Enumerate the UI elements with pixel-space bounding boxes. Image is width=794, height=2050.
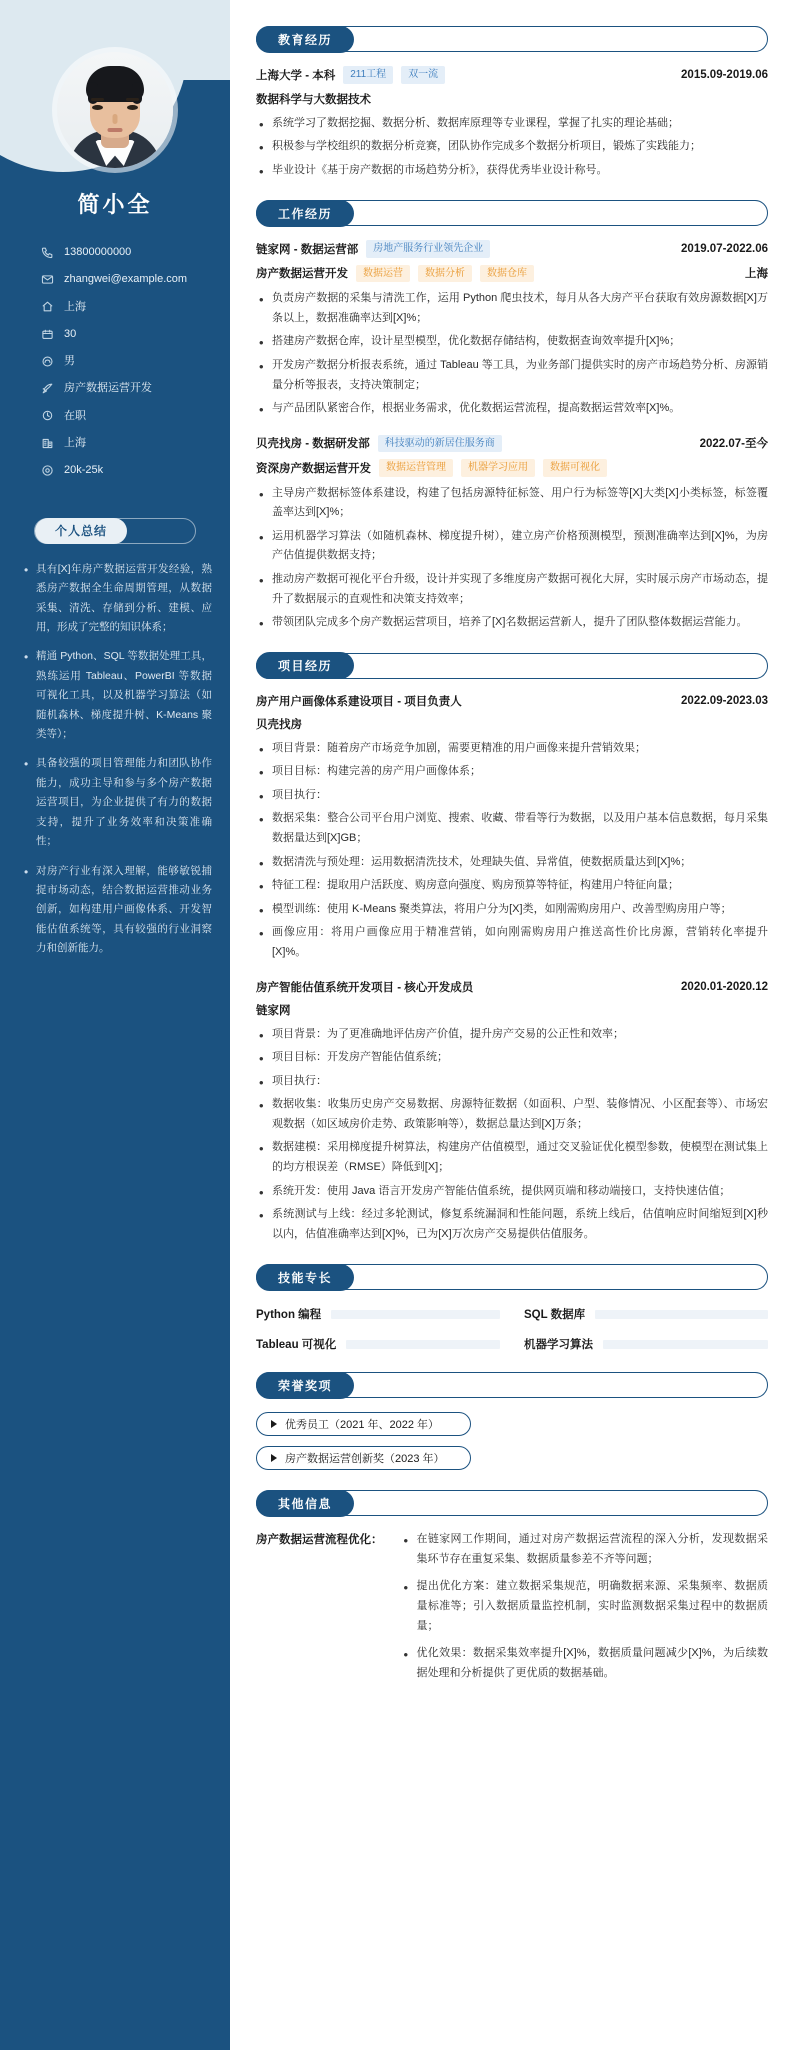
entry-title-group [256,435,502,453]
honor-item[interactable] [256,1446,471,1470]
entry-role-row [256,459,768,477]
contact-list [0,245,230,478]
contact-value: 男 [64,355,75,368]
contact-item[interactable] [40,272,230,286]
skill-level-bar [595,1310,768,1319]
other-entries [256,1530,768,1691]
entry-bullet-list [256,484,768,633]
entry-bullet: • 与产品团队紧密合作，根据业务需求，优化数据运营流程，提高数据运营效率[X]%。 [256,399,768,419]
contact-item[interactable] [40,327,230,341]
honor-label: 房产数据运营创新奖（2023 年） [285,1453,445,1466]
entry-bullet: • 推动房产数据可视化平台升级，设计并实现了多维度房产数据可视化大屏，实时展示房产市场动态，提升了数据展示的直观性和决策支持效率； [256,570,768,609]
section-education [256,26,768,180]
entry-bullet: • 系统学习了数据挖掘、数据分析、数据库原理等专业课程，掌握了扎实的理论基础； [256,114,768,134]
other-bullet-list [401,1530,769,1683]
entry-bullet: • 负责房产数据的采集与清洗工作，运用 Python 爬虫技术，每月从各大房产平台获取有效房源数据[X]万条以上，数据准确率达到[X]%； [256,289,768,328]
salary-icon [40,464,54,478]
entry-skill-tag: 数据分析 [418,265,472,283]
summary-item: • 具备较强的项目管理能力和团队协作能力，成功主导和参与多个房产数据运营项目，为企业提供了有力的数据支持，提升了业务效率和决策准确性； [22,754,212,851]
triangle-right-icon [271,1454,277,1462]
summary-list [22,560,212,959]
summary-header [34,518,196,544]
entry-title-group [256,693,462,709]
sidebar [0,0,230,2050]
contact-item[interactable] [40,463,230,477]
entry-skill-tag: 数据仓库 [480,265,534,283]
skill-name: SQL 数据库 [524,1309,586,1322]
entry-tag: 双一流 [401,66,445,84]
entry-bullet: • 项目目标：构建完善的房产用户画像体系； [256,762,768,782]
skill-name: Tableau 可视化 [256,1339,337,1352]
entry-bullet: • 项目背景：为了更准确地评估房产价值，提升房产交易的公正性和效率； [256,1025,768,1045]
section-title-projects: 项目经历 [256,652,354,679]
contact-value: 13800000000 [64,246,132,258]
education-entries [256,66,768,180]
contact-item[interactable] [40,409,230,423]
contact-value: 上海 [64,437,86,450]
entry-bullet: • 项目执行： [256,1072,768,1092]
section-title-work: 工作经历 [256,200,354,227]
entry-role: 房产数据运营开发 [256,268,348,281]
section-header-work [256,200,768,226]
entry-bullet-list [256,1025,768,1245]
entry-title-row [256,693,768,709]
entry-bullet-list [256,289,768,418]
entry-title-group [256,979,473,995]
building-icon [40,436,54,450]
entry [256,693,768,963]
entry-title-group [256,66,445,84]
main-content [230,0,794,2050]
honor-label: 优秀员工（2021 年、2022 年） [285,1419,440,1432]
entry-bullet: • 带领团队完成多个房产数据运营项目，培养了[X]名数据运营新人，提升了团队整体数据运营能力。 [256,613,768,633]
work-entries [256,240,768,633]
entry-bullet: • 项目目标：开发房产智能估值系统； [256,1048,768,1068]
avatar-wrapper [0,0,230,168]
entry-location: 上海 [745,268,768,281]
entry-title-row [256,979,768,995]
entry-bullet: • 数据采集：整合公司平台用户浏览、搜索、收藏、带看等行为数据，以及用户基本信息数据，每月采集数据量达到[X]GB； [256,809,768,848]
entry-title: 上海大学 - 本科 [256,69,336,82]
entry-bullet: • 运用机器学习算法（如随机森林、梯度提升树），建立房产价格预测模型，预测准确率达到[X]%，为房产估值提供数据支持； [256,527,768,566]
summary-item: • 对房产行业有深入理解，能够敏锐捕捉市场动态，结合数据运营推动业务创新，如构建用户画像体系、开发智能估值系统等，具有较强的行业洞察力和创新能力。 [22,862,212,959]
section-work [256,200,768,633]
skill-level-bar [331,1310,500,1319]
section-header-education [256,26,768,52]
entry-title-row [256,435,768,453]
entry-bullet-list [256,739,768,963]
entry-bullet: • 主导房产数据标签体系建设，构建了包括房源特征标签、用户行为标签等[X]大类[X]小类标签，标签覆盖率达到[X]%； [256,484,768,523]
entry-role: 资深房产数据运营开发 [256,462,371,475]
contact-value: zhangwei@example.com [64,273,188,286]
entry [256,979,768,1245]
entry-title: 房产用户画像体系建设项目 - 项目负责人 [256,695,462,708]
entry-bullet-list [256,114,768,181]
section-skills [256,1264,768,1352]
entry-bullet: • 数据建模：采用梯度提升树算法，构建房产估值模型，通过交叉验证优化模型参数，使模型在测试集上的均方根误差（RMSE）降低到[X]； [256,1138,768,1177]
entry [256,240,768,418]
skill-name: 机器学习算法 [524,1339,593,1352]
entry-bullet: • 搭建房产数据仓库，设计星型模型，优化数据存储结构，使数据查询效率提升[X]%； [256,332,768,352]
entry-date: 2022.09-2023.03 [681,694,768,707]
entry-title-group [256,240,490,258]
entry-subtitle: 贝壳找房 [256,718,302,731]
summary-title: 个人总结 [35,518,127,544]
section-title-skills: 技能专长 [256,1264,354,1291]
contact-value: 20k-25k [64,464,104,477]
entry-skill-tag: 数据运营管理 [379,459,453,477]
entry-bullet: • 项目背景：随着房产市场竞争加剧，需要更精准的用户画像来提升营销效果； [256,739,768,759]
skill-level-bar [603,1340,768,1349]
entry-bullet: • 项目执行： [256,786,768,806]
entry-title: 链家网 - 数据运营部 [256,243,359,256]
entry-role-group [256,459,607,477]
contact-value: 30 [64,327,77,340]
section-title-other: 其他信息 [256,1490,354,1517]
home-icon [40,300,54,314]
other-entry [256,1530,768,1691]
contact-item[interactable] [40,245,230,259]
entry-date: 2019.07-2022.06 [681,242,768,255]
entry-title-row [256,240,768,258]
triangle-right-icon [271,1420,277,1428]
entry-bullet: • 特征工程：提取用户活跃度、购房意向强度、购房预算等特征，构建用户特征向量； [256,876,768,896]
skill-item [524,1336,768,1352]
entry-bullet: • 画像应用：将用户画像应用于精准营销，如向刚需购房用户推送高性价比房源，营销转化率提升[X]%。 [256,923,768,962]
contact-value: 房产数据运营开发 [64,382,152,395]
skill-name: Python 编程 [256,1309,322,1322]
entry-title-row [256,66,768,84]
entry-date: 2022.07-至今 [699,438,768,451]
entry-role-group [256,265,534,283]
entry-bullet: • 开发房产数据分析报表系统，通过 Tableau 等工具，为业务部门提供实时的房产市场趋势分析、房源销量分析等报表，支持决策制定； [256,356,768,395]
contact-value: 在职 [64,409,86,422]
entry-skill-tag: 数据运营 [356,265,410,283]
entry-bullet: • 数据清洗与预处理：运用数据清洗技术，处理缺失值、异常值，使数据质量达到[X]%； [256,853,768,873]
other-entry-label: 房产数据运营流程优化： [256,1534,383,1547]
contact-item[interactable] [40,354,230,368]
entry-subtitle: 链家网 [256,1004,291,1017]
contact-value: 上海 [64,300,86,313]
entry-tag: 科技驱动的新居住服务商 [378,435,502,453]
other-bullet: • 优化效果：数据采集效率提升[X]%，数据质量问题减少[X]%，为后续数据处理和分析提供了更优质的数据基础。 [401,1644,769,1683]
skill-item [256,1336,500,1352]
skill-item [256,1306,500,1322]
candidate-name: 简小全 [77,192,153,217]
contact-item[interactable] [40,436,230,450]
section-honors [256,1372,768,1470]
status-icon [40,409,54,423]
section-title-honors: 荣誉奖项 [256,1372,354,1399]
section-header-skills [256,1264,768,1290]
contact-item[interactable] [40,381,230,395]
entry-tag: 211工程 [343,66,393,84]
entry-title: 贝壳找房 - 数据研发部 [256,438,370,451]
entry-role-row [256,265,768,283]
entry-bullet: • 毕业设计《基于房产数据的市场趋势分析》，获得优秀毕业设计称号。 [256,161,768,181]
entry-tag: 房地产服务行业领先企业 [366,240,490,258]
other-bullet: • 在链家网工作期间，通过对房产数据运营流程的深入分析，发现数据采集环节存在重复采集、数据质量参差不齐等问题； [401,1530,769,1569]
gender-icon [40,354,54,368]
entry-bullet: • 数据收集：收集历史房产交易数据、房源特征数据（如面积、户型、装修情况、小区配套等）、市场宏观数据（如区域房价走势、政策影响等），数据总量达到[X]万条； [256,1095,768,1134]
honor-list [256,1412,768,1470]
entry-skill-tag: 数据可视化 [543,459,607,477]
entry [256,66,768,180]
section-header-honors [256,1372,768,1398]
phone-icon [40,245,54,259]
section-other [256,1490,768,1691]
entry-bullet: • 系统开发：使用 Java 语言开发房产智能估值系统，提供网页端和移动端接口，支持快速估值； [256,1182,768,1202]
honor-item[interactable] [256,1412,471,1436]
entry-title: 房产智能估值系统开发项目 - 核心开发成员 [256,981,474,994]
entry-date: 2020.01-2020.12 [681,980,768,993]
skill-item [524,1306,768,1322]
entry-bullet: • 积极参与学校组织的数据分析竞赛，团队协作完成多个数据分析项目，锻炼了实践能力； [256,137,768,157]
entry-date: 2015.09-2019.06 [681,68,768,81]
rocket-icon [40,382,54,396]
section-header-projects [256,653,768,679]
skill-grid [256,1304,768,1352]
summary-item: • 具有[X]年房产数据运营开发经验，熟悉房产数据全生命周期管理，从数据采集、清洗、存储到分析、建模、应用，形成了完整的知识体系； [22,560,212,638]
section-title-education: 教育经历 [256,26,354,53]
section-header-other [256,1490,768,1516]
entry [256,435,768,633]
email-icon [40,272,54,286]
other-bullet: • 提出优化方案：建立数据采集规范，明确数据来源、采集频率、数据质量标准等；引入数据质量监控机制，实时监测数据采集过程中的数据质量； [401,1577,769,1636]
calendar-icon [40,327,54,341]
section-projects [256,653,768,1245]
other-entry-body [401,1530,769,1691]
contact-item[interactable] [40,300,230,314]
summary-item: • 精通 Python、SQL 等数据处理工具，熟练运用 Tableau、PowerBI 等数据可视化工具，以及机器学习算法（如随机森林、梯度提升树、K-Means 聚类等）； [22,647,212,744]
project-entries [256,693,768,1245]
skill-level-bar [346,1340,500,1349]
entry-bullet: • 模型训练：使用 K-Means 聚类算法，将用户分为[X]类，如刚需购房用户、改善型购房用户等； [256,900,768,920]
summary-body [0,544,230,959]
entry-bullet: • 系统测试与上线：经过多轮测试，修复系统漏洞和性能问题，系统上线后，估值响应时间缩短到[X]秒以内，估值准确率达到[X]%，已为[X]万次房产交易提供估值服务。 [256,1205,768,1244]
entry-skill-tag: 机器学习应用 [461,459,535,477]
entry-subtitle: 数据科学与大数据技术 [256,93,371,106]
avatar [57,52,173,168]
